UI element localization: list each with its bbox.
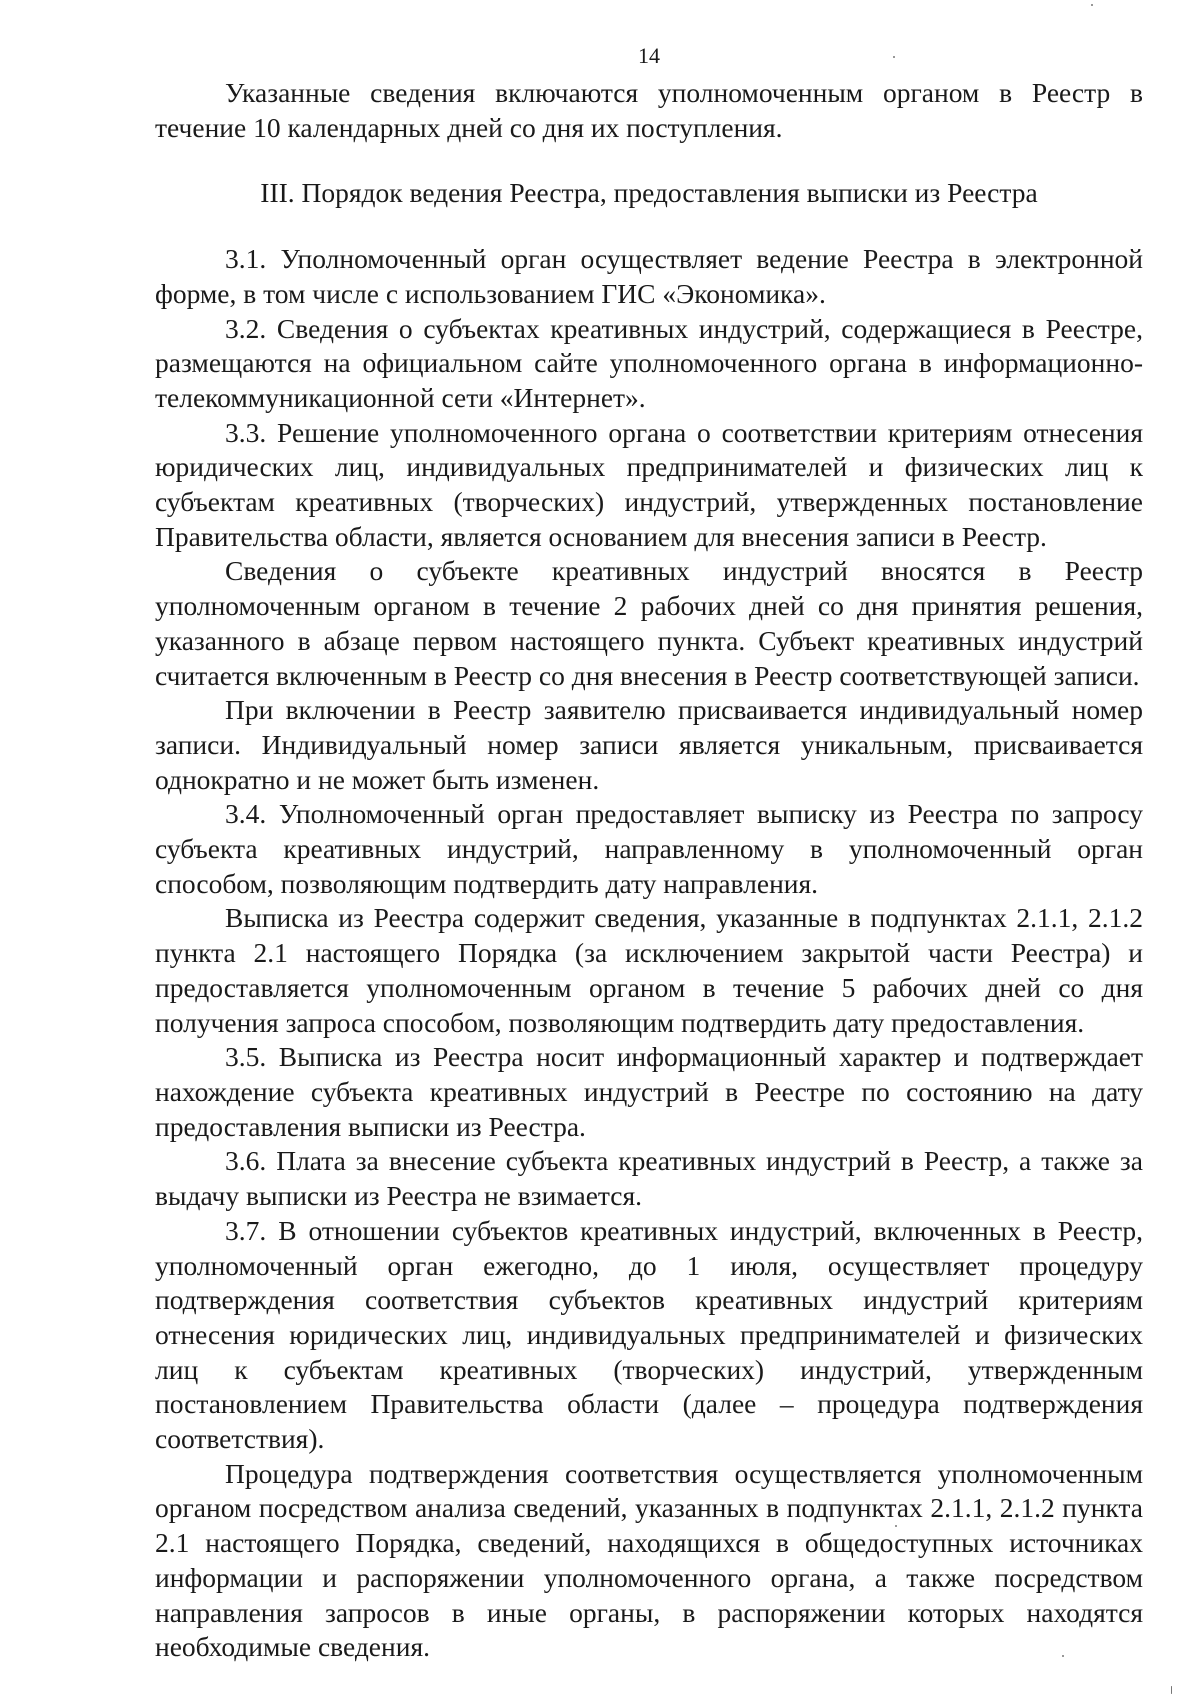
scan-speck [1091,4,1093,6]
paragraph-3-7-procedure: Процедура подтверждения соответствия осуществляется уполномоченным органом посредством анализа сведений, указанных в подпунктах 2.1.1, 2.1.2 пункта 2.1 настоящего Порядка, сведений, находящихся в общедоступных источниках информации и распоряжении уполномоченного органа, а также посредством направления запросов в иные органы, в распоряжении которых находятся необходимые сведения. [155,1457,1143,1663]
document-page [155,44,1143,1665]
section-heading: III. Порядок ведения Реестра, предоставления выписки из Реестра [260,177,1038,209]
scan-speck [893,56,895,58]
paragraph-3-2: 3.2. Сведения о субъектах креативных индустрий, содержащиеся в Реестре, размещаются на официальном сайте уполномоченного органа в информационно-телекоммуникационной сети «Интернет». [155,312,1143,413]
intro-paragraph: Указанные сведения включаются уполномоченным органом в Реестр в течение 10 календарных дней со дня их поступления. [155,77,1143,143]
paragraph-3-5: 3.5. Выписка из Реестра носит информационный характер и подтверждает нахождение субъекта креативных индустрий в Реестре по состоянию на дату предоставления выписки из Реестра. [155,1041,1143,1142]
paragraph-3-3-entry: Сведения о субъекте креативных индустрий вносятся в Реестр уполномоченным органом в течение 2 рабочих дней со дня принятия решения, указанного в абзаце первом настоящего пункта. Субъект креативных индустрий считается включенным в Реестр со дня внесения в Реестр соответствующей записи. [155,555,1143,691]
paragraph-3-3-number: При включении в Реестр заявителю присваивается индивидуальный номер записи. Индивидуальный номер записи является уникальным, присваивается однократно и не может быть изменен. [155,694,1143,795]
paragraph-3-3: 3.3. Решение уполномоченного органа о соответствии критериям отнесения юридических лиц, индивидуальных предпринимателей и физических лиц к субъектам креативных (творческих) индустрий, утвержденных постановление Правительства области, является основанием для внесения записи в Реестр. [155,416,1143,552]
paragraph-3-4-extract: Выписка из Реестра содержит сведения, указанные в подпунктах 2.1.1, 2.1.2 пункта 2.1 настоящего Порядка (за исключением закрытой части Реестра) и предоставляется уполномоченным органом в течение 5 рабочих дней со дня получения запроса способом, позволяющим подтвердить дату предоставления. [155,902,1143,1038]
paragraph-3-7: 3.7. В отношении субъектов креативных индустрий, включенных в Реестр, уполномоченный орган ежегодно, до 1 июля, осуществляет процедуру подтверждения соответствия субъектов креативных индустрий критериям отнесения юридических лиц, индивидуальных предпринимателей и физических лиц к субъектам креативных (творческих) индустрий, утвержденным постановлением Правительства области (далее – процедура подтверждения соответствия). [155,1214,1143,1455]
scan-speck [895,1525,897,1527]
paragraph-3-1: 3.1. Уполномоченный орган осуществляет ведение Реестра в электронной форме, в том числе с использованием ГИС «Экономика». [155,243,1143,309]
paragraph-3-6: 3.6. Плата за внесение субъекта креативных индустрий в Реестр, а также за выдачу выписки из Реестра не взимается. [155,1145,1143,1212]
scan-speck [1062,1655,1064,1657]
paragraph-3-4: 3.4. Уполномоченный орган предоставляет выписку из Реестра по запросу субъекта креативных индустрий, направленному в уполномоченный орган способом, позволяющим подтвердить дату направления. [155,798,1143,899]
scan-speck [1171,1686,1172,1694]
page-number: 14 [638,43,660,68]
